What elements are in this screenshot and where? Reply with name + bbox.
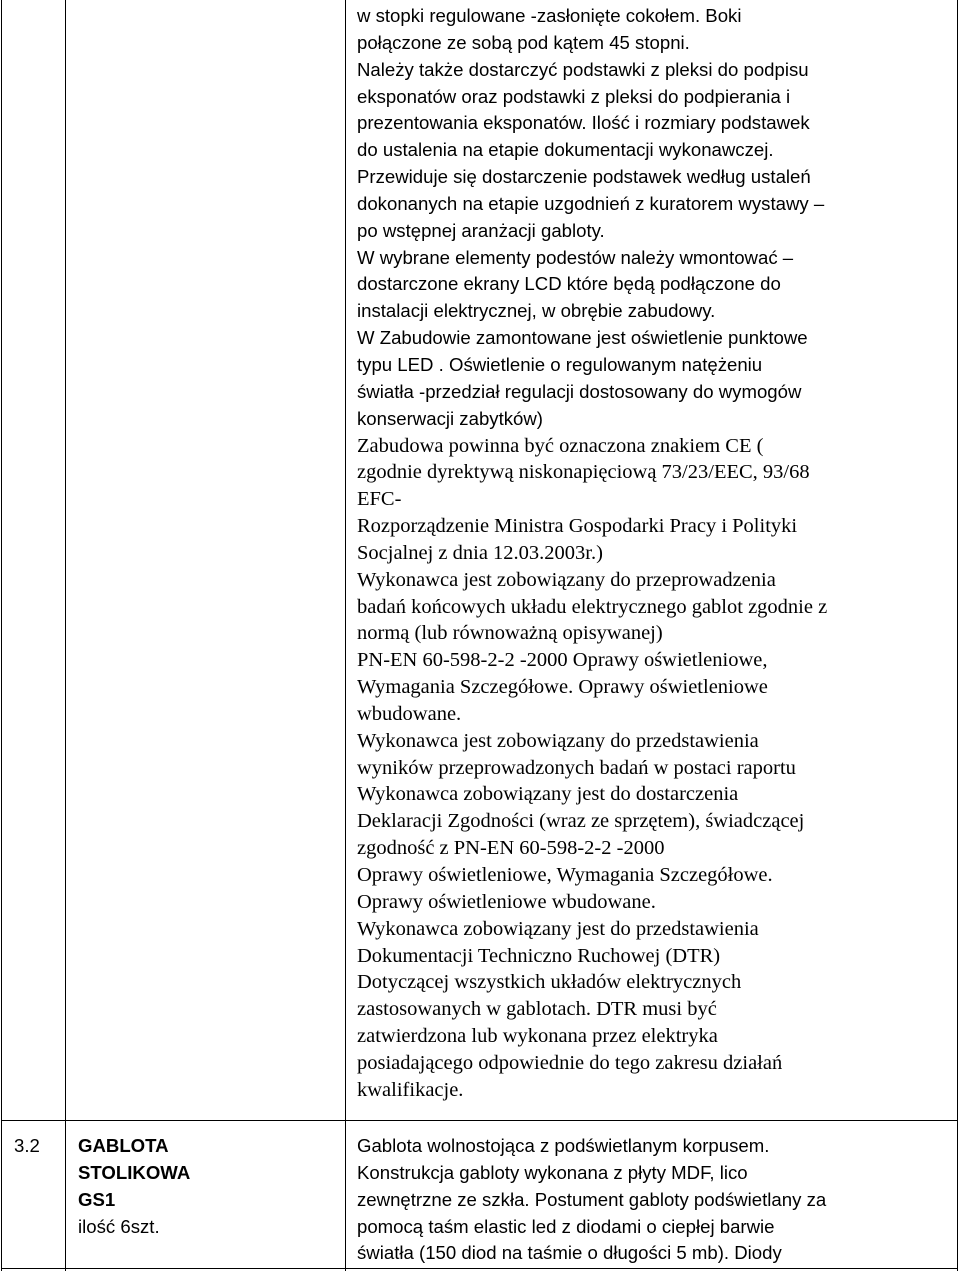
item-title-line-2: STOLIKOWA: [78, 1161, 191, 1183]
text-line: normą (lub równoważną opisywanej): [357, 622, 663, 645]
text-line: Dokumentacji Techniczno Ruchowej (DTR): [357, 944, 721, 967]
text-line: W wybrane elementy podestów należy wmontować –: [357, 246, 794, 268]
text-line: Oprawy oświetleniowe, Wymagania Szczegółowe.: [357, 864, 773, 886]
item-title-line-3: GS1: [78, 1188, 116, 1210]
text-line: Dotyczącej wszystkich układów elektrycznych: [357, 971, 742, 994]
text-line: eksponatów oraz podstawki z pleksi do podpierania i: [357, 85, 791, 107]
text-line: w stopki regulowane -zasłonięte cokołem. Boki: [357, 5, 742, 26]
table-column-divider-1: [65, 0, 66, 1271]
text-line: Wykonawca zobowiązany jest do dostarczenia: [357, 783, 739, 806]
text-line: wbudowane.: [357, 702, 462, 725]
text-line: światła (150 diod na taśmie o długości 5 mb). Diody: [357, 1242, 782, 1264]
item-quantity: ilość 6szt.: [78, 1215, 160, 1237]
text-line: zastosowanych w gablotach. DTR musi być: [357, 998, 717, 1021]
text-line: PN-EN 60-598-2-2 -2000 Oprawy oświetleniowe,: [357, 649, 768, 672]
item-name-cell: [78, 1133, 190, 1240]
text-line: Deklaracji Zgodności (wraz ze sprzętem), świadczącej: [357, 810, 805, 833]
text-line: typu LED . Oświetlenie o regulowanym natężeniu: [357, 353, 763, 375]
text-line: pomocą taśm elastic led z diodami o ciepłej barwie: [357, 1215, 775, 1237]
text-line: instalacji elektrycznej, w obrębie zabudowy.: [357, 300, 716, 322]
text-line: światła -przedział regulacji dostosowany do wymogów: [357, 380, 802, 402]
text-line: po wstępnej aranżacji gabloty.: [357, 219, 605, 241]
table-column-divider-2: [345, 0, 346, 1271]
text-line: zgodnie dyrektywą niskonapięciową 73/23/EEC, 93/68: [357, 461, 810, 484]
text-line: zgodność z PN-EN 60-598-2-2 -2000: [357, 837, 665, 860]
row2-description: [357, 1133, 957, 1267]
text-line: kwalifikacje.: [357, 1078, 464, 1101]
text-line: Wykonawca zobowiązany jest do przedstawienia: [357, 917, 759, 940]
text-line: Wykonawca jest zobowiązany do przedstawienia: [357, 729, 759, 752]
text-line: Przewiduje się dostarczenie podstawek według ustaleń: [357, 166, 811, 188]
text-line: konserwacji zabytków): [357, 407, 544, 429]
item-title-line-1: GABLOTA: [78, 1135, 169, 1156]
table-border-right: [957, 0, 958, 1271]
text-line: Gablota wolnostojąca z podświetlanym korpusem.: [357, 1135, 770, 1156]
text-line: zatwierdzona lub wykonana przez elektryka: [357, 1025, 718, 1048]
text-line: badań końcowych układu elektrycznego gablot zgodnie z: [357, 595, 828, 618]
text-line: Socjalnej z dnia 12.03.2003r.): [357, 541, 603, 564]
text-line: dostarczone ekrany LCD które będą podłączone do: [357, 273, 781, 295]
text-line: Zabudowa powinna być oznaczona znakiem CE (: [357, 434, 764, 457]
row1-description: [357, 3, 957, 1104]
table-border-left: [1, 0, 2, 1271]
text-line: wyników przeprowadzonych badań w postaci raportu: [357, 756, 796, 779]
text-line: zewnętrzne ze szkła. Postument gabloty podświetlany za: [357, 1188, 827, 1210]
table-border-bottom: [1, 1268, 958, 1269]
text-line: do ustalenia na etapie dokumentacji wykonawczej.: [357, 139, 774, 161]
item-number: 3.2: [14, 1135, 40, 1156]
text-line: EFC-: [357, 488, 402, 511]
text-line: prezentowania eksponatów. Ilość i rozmiary podstawek: [357, 112, 810, 134]
table-row-divider: [1, 1120, 958, 1121]
text-line: Oprawy oświetleniowe wbudowane.: [357, 890, 656, 913]
text-line: Wymagania Szczegółowe. Oprawy oświetleniowe: [357, 676, 768, 699]
text-line: posiadającego odpowiednie do tego zakresu działań: [357, 1051, 783, 1074]
text-line: połączone ze sobą pod kątem 45 stopni.: [357, 31, 690, 53]
text-line: Wykonawca jest zobowiązany do przeprowadzenia: [357, 568, 776, 591]
text-line: Rozporządzenie Ministra Gospodarki Pracy i Polityki: [357, 515, 798, 538]
text-line: Należy także dostarczyć podstawki z pleksi do podpisu: [357, 58, 809, 80]
text-line: W Zabudowie zamontowane jest oświetlenie punktowe: [357, 327, 808, 349]
text-line: dokonanych na etapie uzgodnień z kuratorem wystawy –: [357, 192, 825, 214]
text-line: Konstrukcja gabloty wykonana z płyty MDF, lico: [357, 1161, 748, 1183]
